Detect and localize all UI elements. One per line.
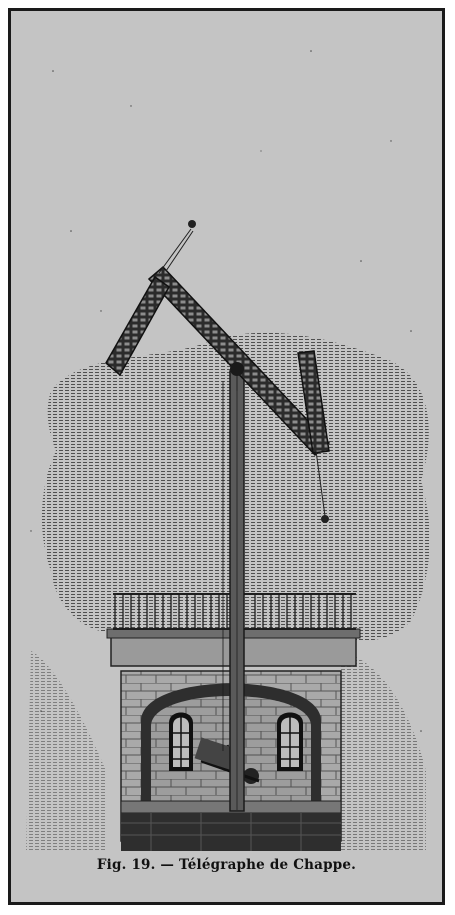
figure-plate <box>8 8 445 905</box>
window-left <box>169 713 193 772</box>
chappe-telegraph-engraving <box>11 11 442 902</box>
pivot-hub <box>230 362 244 376</box>
window-right <box>277 713 303 772</box>
figure-caption: Fig. 19. — Télégraphe de Chappe. <box>96 857 357 873</box>
